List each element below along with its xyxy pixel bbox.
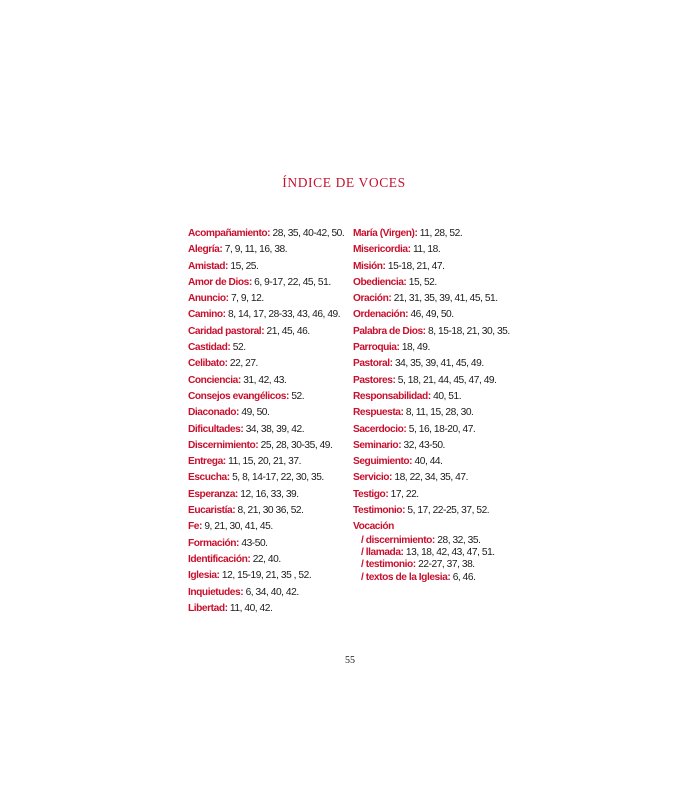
index-refs: 12, 16, 33, 39. (240, 488, 299, 500)
index-entry (188, 307, 353, 323)
index-refs: 28, 32, 35. (437, 534, 481, 546)
index-entry (188, 340, 353, 356)
index-refs: 8, 14, 17, 28-33, 43, 46, 49. (228, 309, 341, 321)
index-refs: 13, 18, 42, 43, 47, 51. (405, 546, 495, 558)
index-term: Discernimiento: (188, 439, 259, 451)
index-term: Camino: (188, 309, 226, 321)
index-refs: 8, 11, 15, 28, 30. (405, 407, 474, 419)
index-refs: 11, 18. (412, 244, 441, 256)
index-term: Testigo: (353, 488, 389, 500)
index-refs: 32, 43-50. (403, 439, 445, 451)
index-term: Vocación (353, 521, 394, 533)
index-term: Oración: (353, 293, 392, 305)
index-entry (353, 503, 523, 519)
index-term: Conciencia: (188, 374, 241, 386)
index-term: Castidad: (188, 342, 231, 354)
index-term: Libertad: (188, 602, 228, 614)
index-refs: 21, 31, 35, 39, 41, 45, 51. (393, 293, 498, 305)
index-term: Amor de Dios: (188, 276, 252, 288)
index-refs: 5, 18, 21, 44, 45, 47, 49. (397, 374, 497, 386)
index-refs: 12, 15-19, 21, 35 , 52. (221, 570, 312, 582)
index-refs: 15, 52. (408, 276, 437, 288)
index-entry (353, 275, 523, 291)
index-refs: 8, 21, 30 36, 52. (237, 505, 304, 517)
index-entry (188, 601, 353, 617)
index-entry (353, 487, 523, 503)
index-entry (353, 373, 523, 389)
index-entry (353, 307, 523, 323)
index-term: Seguimiento: (353, 456, 413, 468)
index-subterm: / discernimiento: (361, 534, 435, 546)
index-refs: 52. (291, 390, 305, 402)
index-refs: 31, 42, 43. (243, 374, 287, 386)
index-entry (353, 226, 523, 242)
vocacion-subentries (353, 535, 523, 584)
index-entry (188, 291, 353, 307)
index-term: Consejos evangélicos: (188, 390, 289, 402)
index-subentry (353, 572, 523, 584)
index-refs: 52. (232, 342, 246, 354)
index-entry (188, 226, 353, 242)
index-refs: 15-18, 21, 47. (387, 260, 445, 272)
index-refs: 11, 40, 42. (229, 602, 273, 614)
index-refs: 6, 9-17, 22, 45, 51. (254, 276, 331, 288)
index-entry (353, 291, 523, 307)
index-entry (353, 422, 523, 438)
index-refs: 18, 49. (401, 342, 430, 354)
index-entry (188, 487, 353, 503)
index-refs: 11, 28, 52. (419, 228, 463, 239)
index-term: Escucha: (188, 472, 230, 484)
index-entry (188, 536, 353, 552)
index-entry (353, 438, 523, 454)
index-subentry (353, 547, 523, 559)
index-entry-vocacion (353, 519, 523, 535)
index-refs: 22, 27. (229, 358, 258, 370)
index-refs: 21, 45, 46. (266, 325, 310, 337)
index-refs: 5, 8, 14-17, 22, 30, 35. (232, 472, 324, 484)
index-refs: 8, 15-18, 21, 30, 35. (428, 325, 510, 337)
index-refs: 17, 22. (390, 488, 419, 500)
index-entry (188, 373, 353, 389)
index-entry (188, 568, 353, 584)
index-refs: 43-50. (241, 537, 268, 549)
index-entry (353, 356, 523, 372)
index-refs: 22-27, 37, 38. (418, 559, 475, 571)
index-entry (188, 275, 353, 291)
index-term: Obediencia: (353, 276, 407, 288)
index-refs: 7, 9, 11, 16, 38. (224, 244, 288, 256)
index-term: Testimonio: (353, 505, 406, 517)
index-term: Identificación: (188, 553, 251, 565)
page-number: 55 (345, 655, 355, 666)
index-term: Pastores: (353, 374, 396, 386)
index-term: Misión: (353, 260, 386, 272)
index-entry (188, 389, 353, 405)
index-term: Amistad: (188, 260, 228, 272)
index-term: Fe: (188, 521, 202, 533)
index-entry (188, 242, 353, 258)
index-column-right (353, 226, 523, 584)
index-entry (353, 405, 523, 421)
index-subentry (353, 559, 523, 571)
index-entry (353, 340, 523, 356)
index-entry (188, 552, 353, 568)
index-refs: 34, 38, 39, 42. (245, 423, 305, 435)
index-refs: 5, 17, 22-25, 37, 52. (407, 505, 490, 517)
index-term: Entrega: (188, 456, 226, 468)
index-entry (353, 454, 523, 470)
index-term: Anuncio: (188, 293, 229, 305)
index-term: Diaconado: (188, 407, 239, 419)
index-entry (188, 503, 353, 519)
index-subterm: / testimonio: (361, 559, 416, 571)
index-term: Seminario: (353, 439, 402, 451)
index-refs: 11, 15, 20, 21, 37. (228, 456, 301, 468)
index-refs: 6, 46. (452, 571, 476, 583)
index-refs: 46, 49, 50. (410, 309, 454, 321)
index-term: Respuesta: (353, 407, 404, 419)
index-refs: 6, 34, 40, 42. (245, 586, 299, 598)
index-refs: 15, 25. (230, 260, 259, 272)
index-entry (353, 242, 523, 258)
index-entry (188, 519, 353, 535)
index-term: Servicio: (353, 472, 392, 484)
index-entry (188, 470, 353, 486)
index-term: Esperanza: (188, 488, 238, 500)
index-entry (188, 405, 353, 421)
index-entry (353, 389, 523, 405)
index-term: Caridad pastoral: (188, 325, 265, 337)
index-term: Parroquia: (353, 342, 400, 354)
index-subentry (353, 535, 523, 547)
index-entry (188, 259, 353, 275)
index-subterm: / llamada: (361, 546, 404, 558)
index-term: Formación: (188, 537, 239, 549)
index-entry (188, 438, 353, 454)
index-entry (353, 470, 523, 486)
index-term: Alegría: (188, 244, 223, 256)
index-entry (188, 454, 353, 470)
index-refs: 22, 40. (252, 553, 281, 565)
index-refs: 40, 44. (414, 456, 443, 468)
index-refs: 34, 35, 39, 41, 45, 49. (394, 358, 484, 370)
index-refs: 49, 50. (241, 407, 270, 419)
index-term: Responsabilidad: (353, 390, 431, 402)
index-term: Iglesia: (188, 570, 220, 582)
index-term: Eucaristía: (188, 505, 236, 517)
index-term: Pastoral: (353, 358, 393, 370)
page-title: ÍNDICE DE VOCES (282, 175, 406, 190)
index-term: María (Virgen): (353, 228, 418, 239)
index-term: Acompañamiento: (188, 228, 271, 239)
index-column-left (188, 226, 353, 617)
index-refs: 7, 9, 12. (230, 293, 264, 305)
index-refs: 5, 16, 18-20, 47. (408, 423, 476, 435)
index-refs: 40, 51. (433, 390, 462, 402)
index-entry (188, 356, 353, 372)
index-entry (188, 422, 353, 438)
index-term: Celibato: (188, 358, 228, 370)
index-entry (188, 585, 353, 601)
index-refs: 9, 21, 30, 41, 45. (204, 521, 273, 533)
index-refs: 25, 28, 30-35, 49. (260, 439, 333, 451)
index-term: Misericordia: (353, 244, 411, 256)
index-entry (353, 259, 523, 275)
index-term: Dificultades: (188, 423, 244, 435)
index-term: Ordenación: (353, 309, 409, 321)
index-term: Palabra de Dios: (353, 325, 426, 337)
index-entry (188, 324, 353, 340)
index-entry (353, 324, 523, 340)
index-refs: 18, 22, 34, 35, 47. (394, 472, 468, 484)
index-term: Inquietudes: (188, 586, 244, 598)
index-refs: 28, 35, 40-42, 50. (272, 228, 345, 239)
index-subterm: / textos de la Iglesia: (361, 571, 451, 583)
index-term: Sacerdocio: (353, 423, 407, 435)
